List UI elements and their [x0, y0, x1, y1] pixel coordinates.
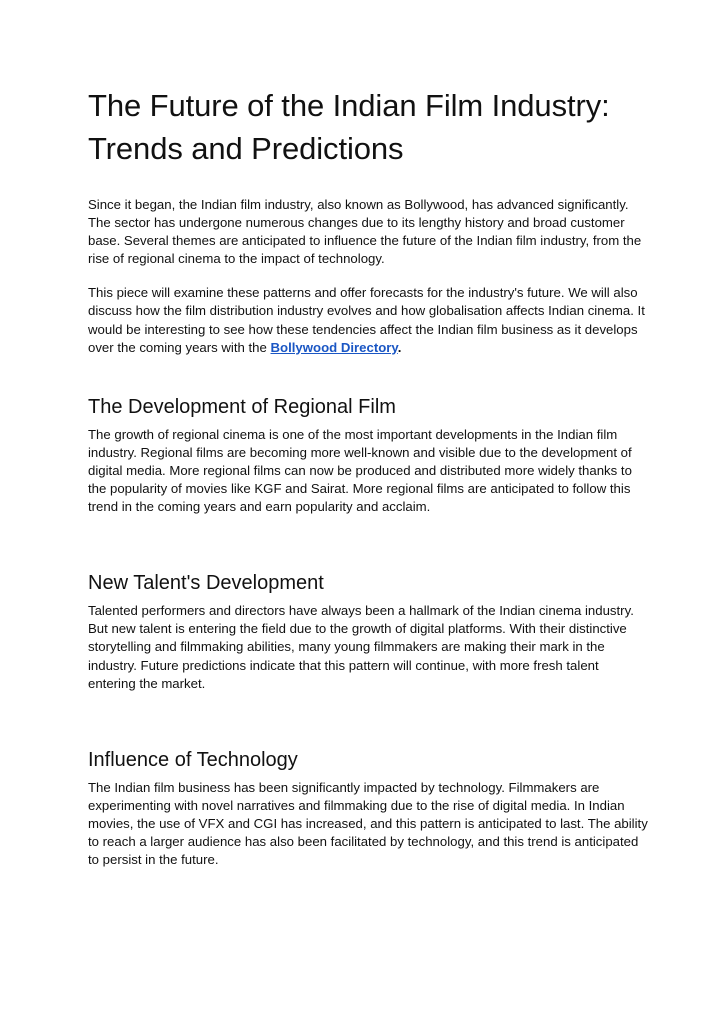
section-heading-new-talent: New Talent's Development	[88, 572, 324, 595]
section-body-technology: The Indian film business has been significantly impacted by technology. Filmmakers are experimenting with novel narratives and filmmaking due to the rise of digital media. In Indian movies, the use of VFX and CGI has increased, and this pattern is anticipated to last. The ability to reach a larger audience has also been facilitated by technology, and this trend is anticipated to persist in the future.	[88, 779, 648, 868]
document-page	[88, 84, 648, 869]
section-body-new-talent: Talented performers and directors have always been a hallmark of the Indian cinema industry. But new talent is entering the field due to the growth of digital platforms. With their distinctive storytelling and filmmaking abilities, many young filmmakers are making their mark in the industry. Future predictions indicate that this pattern will continue, with more fresh talent entering the market.	[88, 603, 634, 691]
section-body-regional-film: The growth of regional cinema is one of the most important developments in the Indian film industry. Regional films are becoming more well-known and visible due to the development of digital media. More regional films can now be produced and distributed more widely thanks to the popularity of movies like KGF and Sairat. More regional films are anticipated to follow this trend in the coming years and earn popularity and acclaim.	[88, 426, 632, 515]
section-heading-regional-film: The Development of Regional Film	[88, 395, 396, 418]
section-heading-technology: Influence of Technology	[88, 748, 298, 771]
intro-paragraph-1: Since it began, the Indian film industry, also known as Bollywood, has advanced significantly. The sector has undergone numerous changes due to its lengthy history and broad customer base. Several themes are anticipated to influence the future of the Indian film industry, from the rise of regional cinema to the impact of technology.	[88, 197, 642, 267]
intro-paragraph-2-end: .	[397, 339, 402, 355]
page-title: The Future of the Indian Film Industry: Trends and Predictions	[88, 88, 610, 166]
intro-paragraph-2	[88, 284, 648, 356]
intro-paragraph-2-text: This piece will examine these patterns and offer forecasts for the industry's future. We will also discuss how the film distribution industry evolves and how globalisation affects Indian cinema. It would be interesting to see how these tendencies affect the Indian film business as it develops over the coming years with the	[88, 285, 645, 355]
bollywood-directory-link[interactable]: Bollywood Directory	[270, 339, 398, 355]
